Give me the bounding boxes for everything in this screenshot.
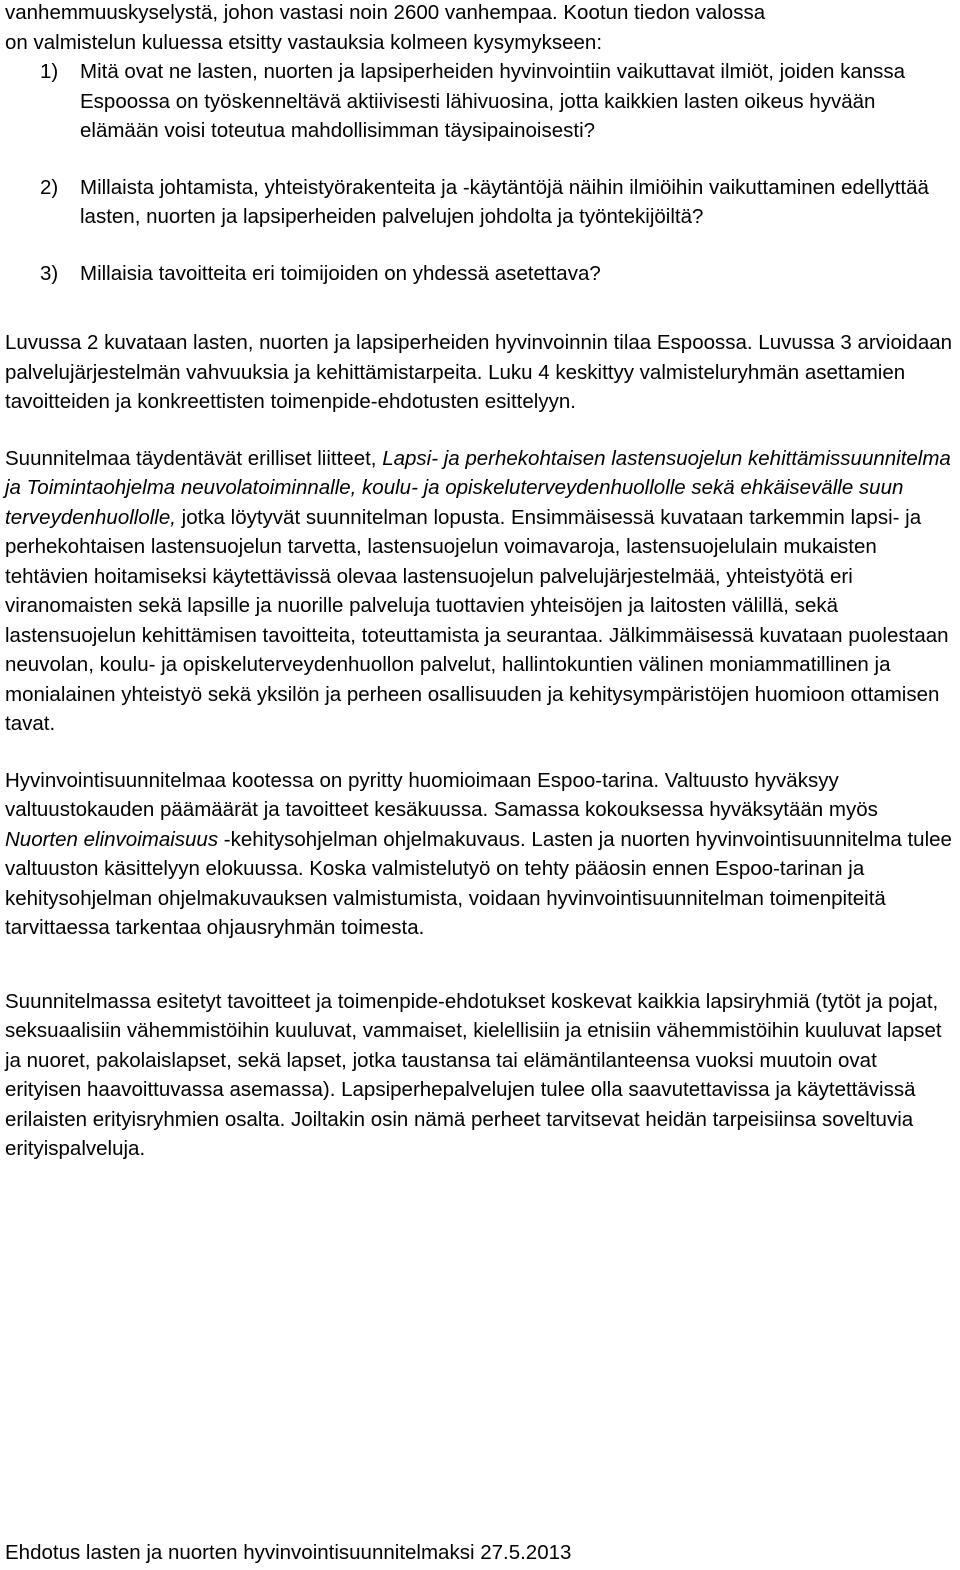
question-text: Millaisia tavoitteita eri toimijoiden on yhdessä asetettava? <box>80 261 601 285</box>
appendix-titles: Lapsi- ja perhekohtaisen lastensuojelun kehittämissuunnitelma ja Toimintaohjelma neuvolatoiminnalle, koulu- ja opiskeluterveydenhuollolle sekä ehkäisevälle suun terveydenhuollolle, <box>5 446 951 529</box>
question-text: Mitä ovat ne lasten, nuorten ja lapsiperheiden hyvinvointiin vaikuttavat ilmiöt, joiden kanssa Espoossa on työskenneltävä aktiivisesti lähivuosina, jotta kaikkien lasten oikeus hyvään elämään voisi toteutua mahdollisimman täysipainoisesti? <box>80 60 906 142</box>
espoo-rest: -kehitysohjelman ohjelmakuvaus. Lasten ja nuorten hyvinvointisuunnitelma tulee valtuuston käsittelyyn elokuussa. Koska valmistelutyö on tehty pääosin ennen Espoo-tarinan ja kehitysohjelman ohjelmakuvauksen valmistumista, voidaan hyvinvointisuunnitelman toimenpiteitä tarvittaessa tarkentaa ohjausryhmän toimesta. <box>5 827 952 939</box>
appendix-lead: Suunnitelmaa täydentävät erilliset liitteet, <box>5 446 383 470</box>
question-item <box>5 57 955 146</box>
intro-line-1: vanhemmuuskyselystä, johon vastasi noin 2600 vanhempaa. Kootun tiedon valossa <box>5 1 766 24</box>
appendix-rest: jotka löytyvät suunnitelman lopusta. Ensimmäisessä kuvataan tarkemmin lapsi- ja perhekohtaisen lastensuojelun tarvetta, lastensuojelun voimavaroja, lastensuojelulain mukaisten tehtävien hoitamiseksi käytettävissä olevaa lastensuojelun palvelujärjestelmää, yhteistyötä eri viranomaisten sekä lapsille ja nuorille palveluja tuottavien yhteisöjen ja laitosten välillä, sekä lastensuojelun kehittämisen tavoitteita, toteuttamista ja seurantaa. Jälkimmäisessä kuvataan puolestaan neuvolan, koulu- ja opiskeluterveydenhuollon palvelut, hallintokuntien välinen moniammatillinen ja monialainen yhteistyö sekä yksilön ja perheen osallisuuden ja kehitysympäristöjen huomioon ottamisen tavat. <box>5 505 949 735</box>
intro-line-2: on valmistelun kuluessa etsitty vastauksia kolmeen kysymykseen: <box>5 30 603 54</box>
question-number: 1) <box>40 60 59 83</box>
question-list <box>5 57 955 288</box>
question-item <box>5 173 955 232</box>
chapters-paragraph: Luvussa 2 kuvataan lasten, nuorten ja lapsiperheiden hyvinvoinnin tilaa Espoossa. Luvussa 3 arvioidaan palvelujärjestelmän vahvuuksia ja kehittämistarpeita. Luku 4 keskittyy valmisteluryhmän asettamien tavoitteiden ja konkreettisten toimenpide-ehdotusten esittelyyn. <box>5 331 953 413</box>
page-footer: Ehdotus lasten ja nuorten hyvinvointisuunnitelmaksi 27.5.2013 <box>5 1541 572 1564</box>
question-number: 2) <box>40 175 59 199</box>
question-item <box>5 259 955 289</box>
espoo-paragraph <box>5 766 955 943</box>
espoo-lead: Hyvinvointisuunnitelmaa kootessa on pyritty huomioimaan Espoo-tarina. Valtuusto hyväksyy valtuustokauden päämäärät ja tavoitteet kesäkuussa. Samassa kokouksessa hyväksytään myös <box>5 768 878 821</box>
document-page <box>5 0 955 1164</box>
goals-paragraph: Suunnitelmassa esitetyt tavoitteet ja toimenpide-ehdotukset koskevat kaikkia lapsiryhmiä (tytöt ja pojat, seksuaalisiin vähemmistöihin kuuluvat, vammaiset, kielellisiin ja etnisiin vähemmistöihin kuuluvat lapset ja nuoret, pakolaislapset, sekä lapset, jotka taustansa tai elämäntilanteensa vuoksi muutoin ovat erityisen haavoittuvassa asemassa). Lapsiperhepalvelujen tulee olla saavutettavissa ja käytettävissä erilaisten erityisryhmien osalta. Joiltakin osin nämä perheet tarvitsevat heidän tarpeisiinsa soveltuvia erityispalveluja. <box>5 989 942 1160</box>
appendix-paragraph <box>5 444 955 739</box>
espoo-program-title: Nuorten elinvoimaisuus <box>5 827 219 851</box>
question-text: Millaista johtamista, yhteistyörakenteita ja -käytäntöjä näihin ilmiöihin vaikuttaminen edellyttää lasten, nuorten ja lapsiperheiden palvelujen johdolta ja työntekijöiltä? <box>80 175 929 228</box>
intro-paragraph <box>5 0 955 57</box>
question-number: 3) <box>40 261 59 285</box>
